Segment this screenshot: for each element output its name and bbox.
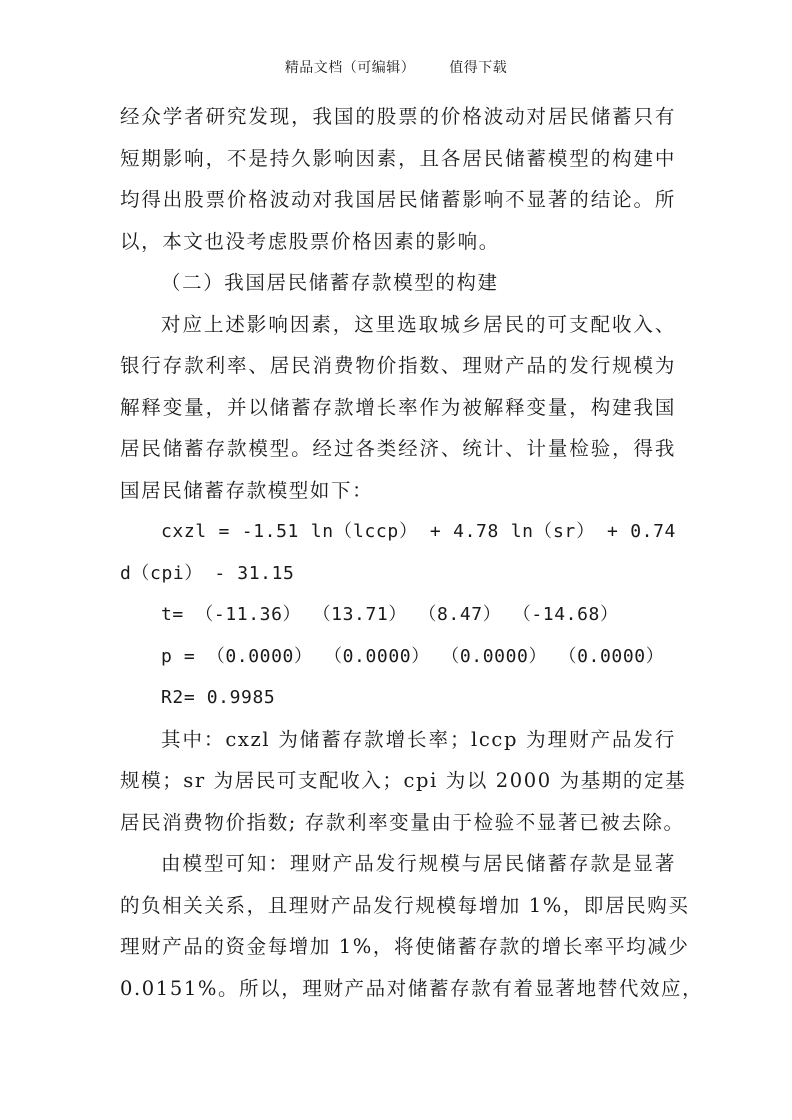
paragraph-line: 由模型可知：理财产品发行规模与居民储蓄存款是显著 bbox=[161, 852, 676, 875]
equation-line: d（cpi） - 31.15 bbox=[120, 562, 295, 584]
p-values-line: p = （0.0000） （0.0000） （0.0000） （0.0000） bbox=[161, 645, 665, 667]
document-body bbox=[120, 96, 704, 1009]
paragraph-line: 解释变量，并以储蓄存款增长率作为被解释变量，构建我国 bbox=[120, 395, 676, 419]
paragraph-line: 0.0151%。所以，理财产品对储蓄存款有着显著地替代效应， bbox=[120, 976, 704, 1000]
r-squared-line: R2= 0.9985 bbox=[161, 687, 276, 708]
paragraph-line: 的负相关关系，且理财产品发行规模每增加 1%，即居民购买 bbox=[120, 893, 690, 917]
section-heading: （二）我国居民储蓄存款模型的构建 bbox=[161, 271, 499, 294]
paragraph-line: 经众学者研究发现，我国的股票的价格波动对居民储蓄只有 bbox=[120, 105, 676, 128]
paragraph-line: 居民储蓄存款模型。经过各类经济、统计、计量检验，得我 bbox=[120, 437, 676, 460]
equation-line: cxzl = -1.51 ln（lccp） + 4.78 ln（sr） + 0.74 bbox=[161, 521, 676, 542]
paragraph-line: 其中：cxzl 为储蓄存款增长率；lccp 为理财产品发行 bbox=[161, 727, 676, 751]
paragraph-line: 均得出股票价格波动对我国居民储蓄影响不显著的结论。所 bbox=[120, 188, 676, 211]
paragraph-line: 以，本文也没考虑股票价格因素的影响。 bbox=[120, 229, 500, 253]
paragraph-line: 对应上述影响因素，这里选取城乡居民的可支配收入、 bbox=[161, 312, 676, 336]
paragraph-line: 规模；sr 为居民可支配收入；cpi 为以 2000 为基期的定基 bbox=[120, 769, 687, 792]
paragraph-line: 短期影响，不是持久影响因素，且各居民储蓄模型的构建中 bbox=[120, 146, 676, 170]
header-title: 精品文档（可编辑） bbox=[284, 60, 416, 76]
page-header bbox=[0, 57, 792, 77]
header-tagline: 值得下载 bbox=[449, 60, 508, 76]
paragraph-line: 国居民储蓄存款模型如下： bbox=[120, 478, 374, 502]
paragraph-line: 银行存款利率、居民消费物价指数、理财产品的发行规模为 bbox=[120, 354, 676, 377]
t-statistics-line: t= （-11.36） （13.71） （8.47） （-14.68） bbox=[161, 604, 619, 625]
paragraph-line: 理财产品的资金每增加 1%，将使储蓄存款的增长率平均减少 bbox=[120, 935, 690, 958]
paragraph-line: 居民消费物价指数; 存款利率变量由于检验不显著已被去除。 bbox=[120, 810, 685, 834]
